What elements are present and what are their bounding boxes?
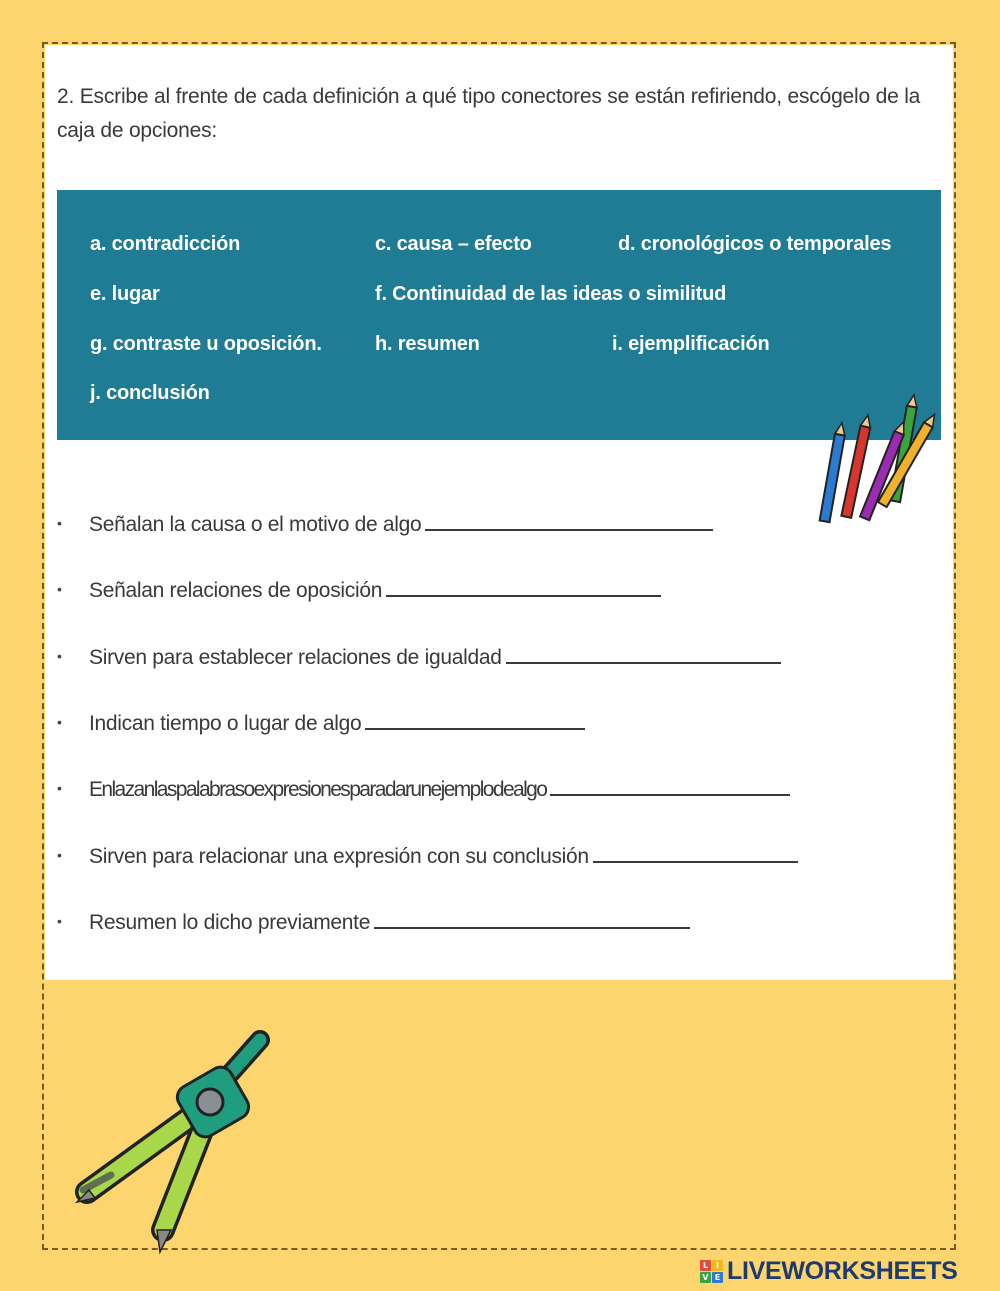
logo-letter-l: L bbox=[700, 1260, 711, 1271]
bullet: • bbox=[57, 847, 62, 863]
brand-logo-mark bbox=[700, 1260, 723, 1283]
option-g: g. contraste u oposición. bbox=[90, 333, 322, 355]
liveworksheets-logo bbox=[700, 1256, 958, 1286]
option-d: d. cronológicos o temporales bbox=[618, 233, 892, 255]
option-c: c. causa – efecto bbox=[375, 233, 532, 255]
instruction-text: 2. Escribe al frente de cada definición a qué tipo conectores se están refiriendo, escógelo de la caja de opciones: bbox=[57, 85, 921, 142]
option-e: e. lugar bbox=[90, 283, 160, 305]
question-6 bbox=[57, 835, 798, 869]
bullet: • bbox=[57, 515, 62, 531]
bullet: • bbox=[57, 648, 62, 664]
answer-line[interactable] bbox=[365, 728, 585, 730]
colored-pencils-icon bbox=[815, 380, 950, 530]
question-text: Sirven para establecer relaciones de igualdad bbox=[89, 646, 502, 669]
brand-name: LIVEWORKSHEETS bbox=[727, 1256, 958, 1285]
bullet: • bbox=[57, 714, 62, 730]
question-3 bbox=[57, 636, 781, 670]
logo-letter-v: V bbox=[700, 1272, 711, 1283]
option-f: f. Continuidad de las ideas o similitud bbox=[375, 283, 727, 305]
question-1 bbox=[57, 503, 713, 537]
question-5 bbox=[57, 768, 790, 802]
question-text: Resumen lo dicho previamente bbox=[89, 911, 371, 934]
question-text: Señalan la causa o el motivo de algo bbox=[89, 513, 422, 536]
question-text: Enlazanlaspalabrasoexpresionesparadarunejemplodealgo bbox=[89, 778, 547, 801]
bullet: • bbox=[57, 913, 62, 929]
question-text: Indican tiempo o lugar de algo bbox=[89, 712, 362, 735]
answer-line[interactable] bbox=[506, 662, 781, 664]
drawing-compass-icon bbox=[75, 1030, 275, 1255]
logo-letter-i: I bbox=[712, 1260, 723, 1271]
options-box bbox=[57, 190, 941, 440]
answer-line[interactable] bbox=[374, 927, 690, 929]
answer-line[interactable] bbox=[386, 595, 661, 597]
question-2 bbox=[57, 569, 661, 603]
bullet: • bbox=[57, 581, 62, 597]
answer-line[interactable] bbox=[550, 794, 790, 796]
logo-letter-e: E bbox=[712, 1272, 723, 1283]
option-j: j. conclusión bbox=[90, 382, 210, 404]
question-text: Señalan relaciones de oposición bbox=[89, 579, 383, 602]
question-7 bbox=[57, 901, 690, 935]
option-i: i. ejemplificación bbox=[612, 333, 770, 355]
option-h: h. resumen bbox=[375, 333, 480, 355]
question-4 bbox=[57, 702, 585, 736]
question-text: Sirven para relacionar una expresión con su conclusión bbox=[89, 845, 589, 868]
answer-line[interactable] bbox=[593, 861, 798, 863]
bullet: • bbox=[57, 780, 62, 796]
answer-line[interactable] bbox=[425, 529, 713, 531]
option-a: a. contradicción bbox=[90, 233, 241, 255]
